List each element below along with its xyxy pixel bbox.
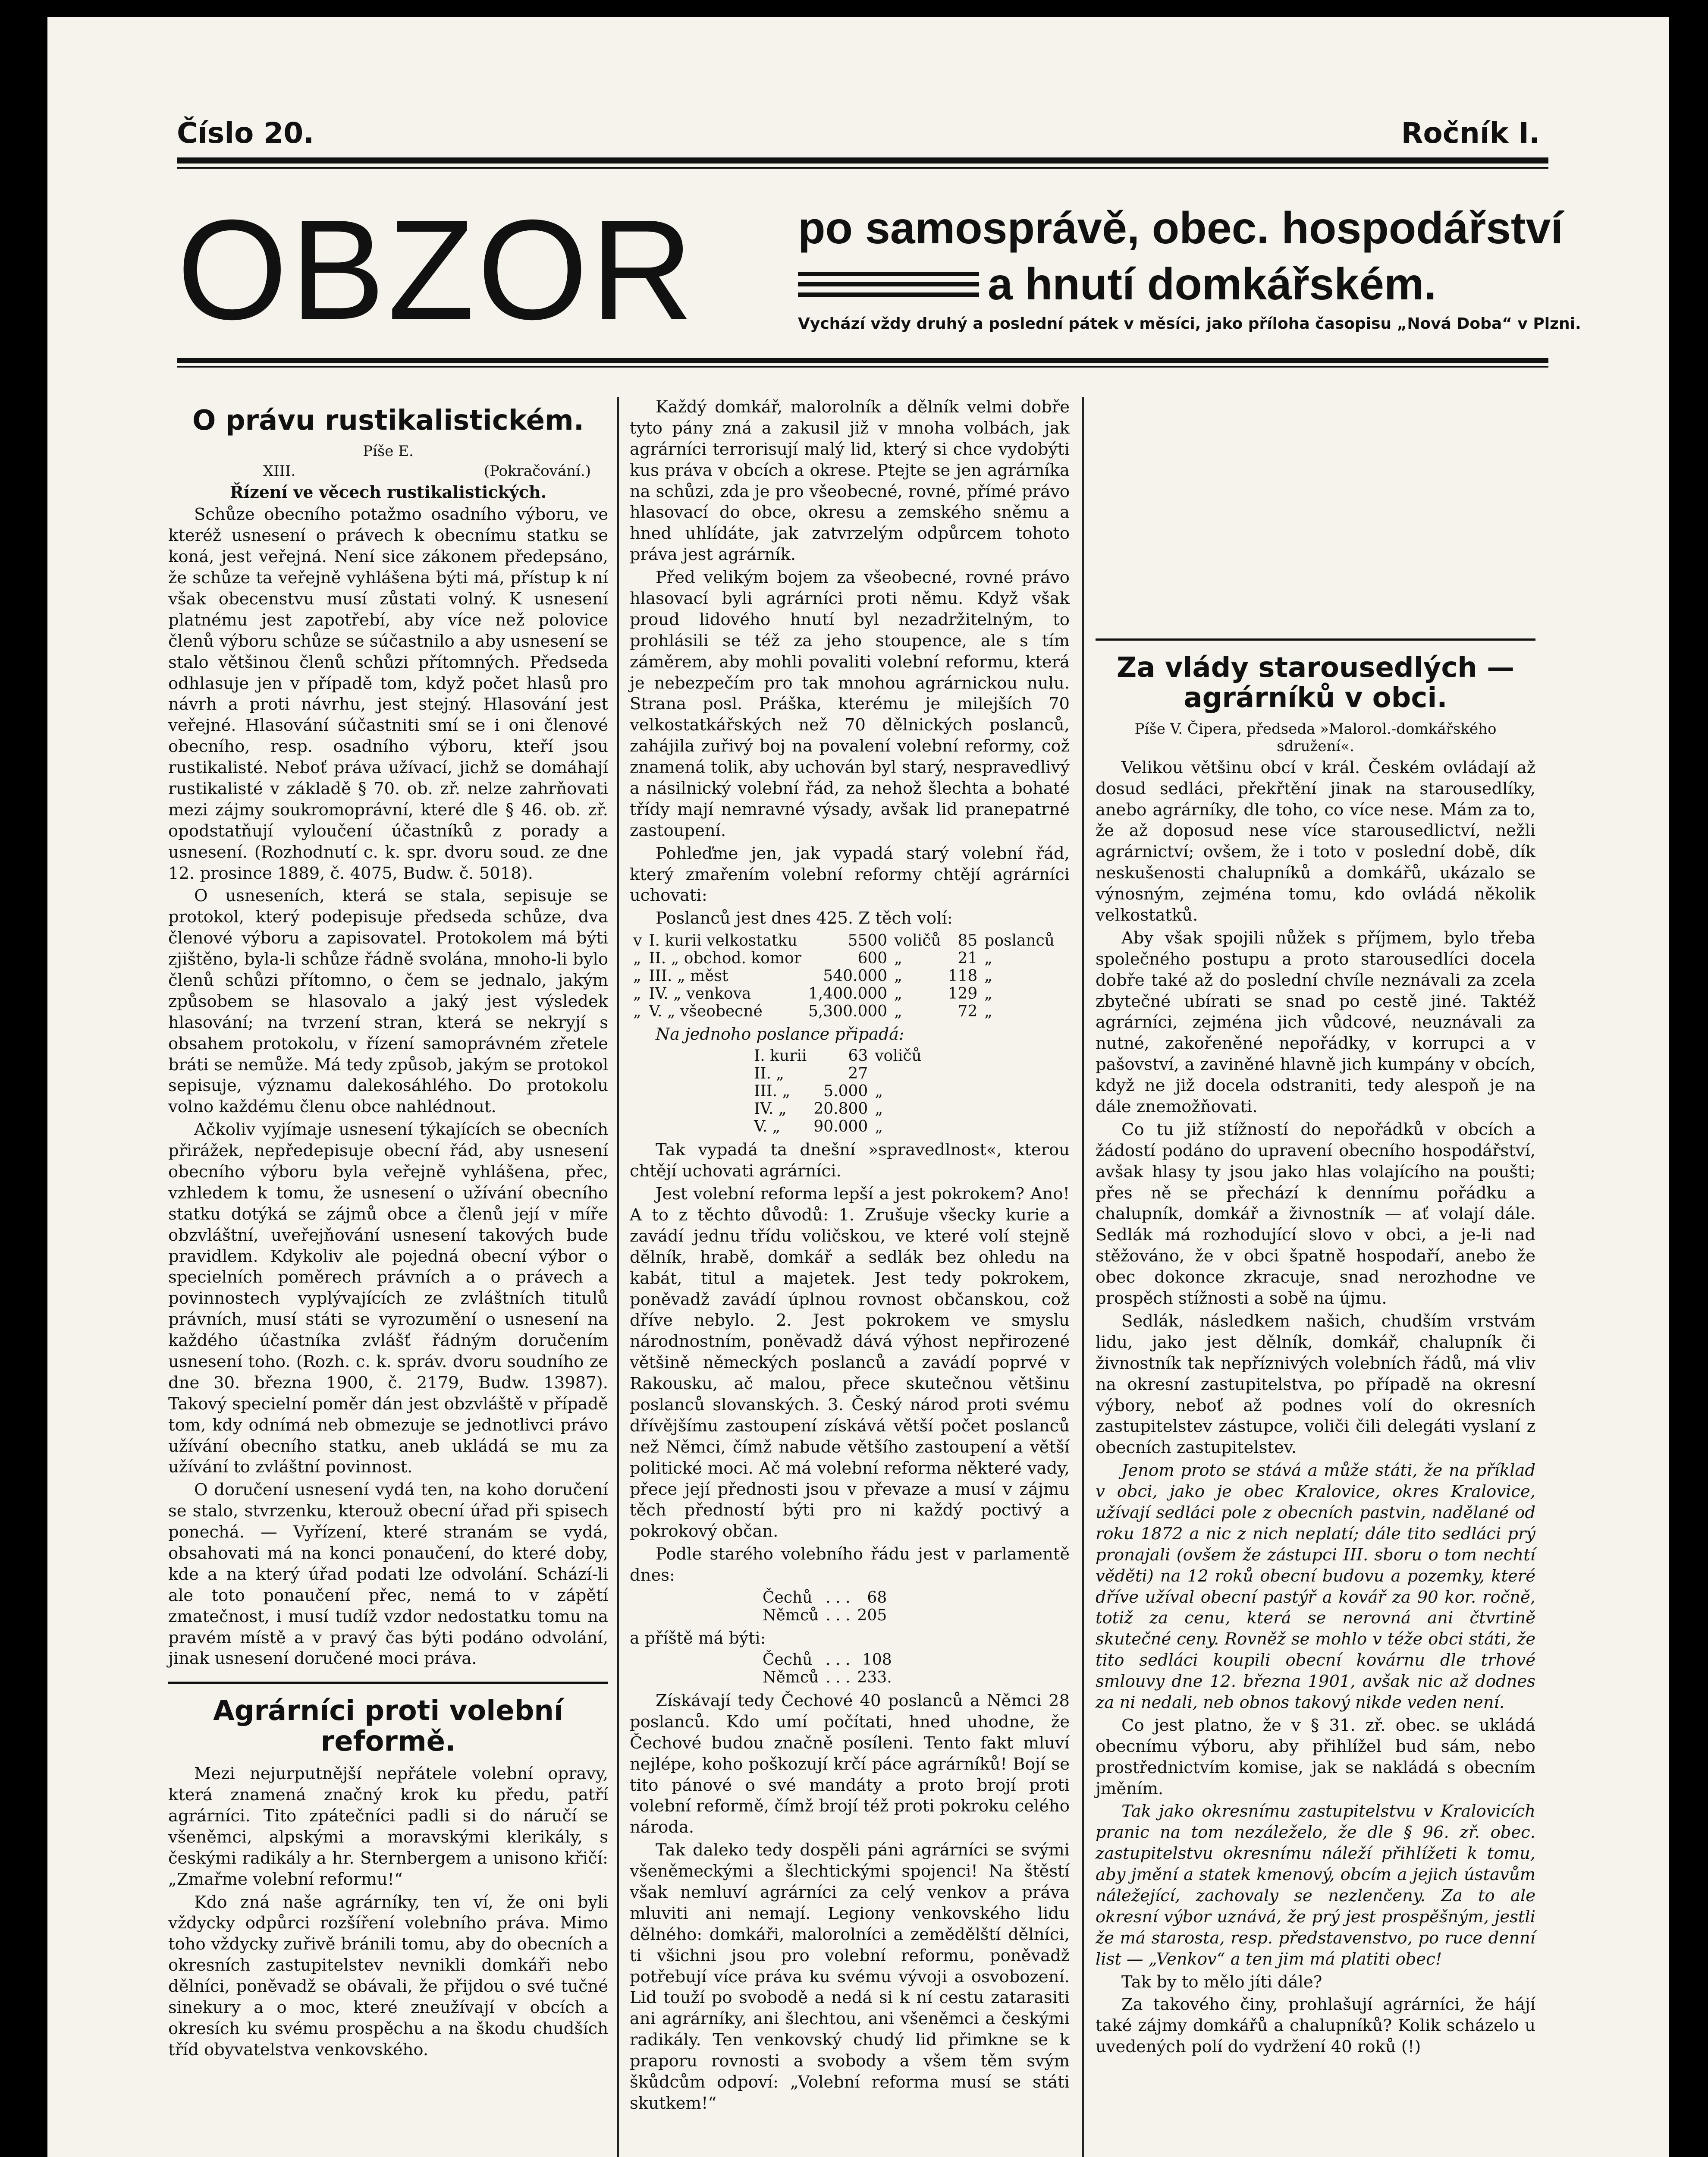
newspaper-page [47,17,1669,2157]
column-divider [617,397,619,2157]
masthead-subtitle-line1: po samosprávě, obec. hospodářství [798,203,1564,253]
italic-paragraph: Tak jako okresnímu zastupitelstvu v Kralovicích pranic na tom nezáleželo, že dle § 96. zř. obec. zastupitelstvu okresnímu náleží přihlížeti k tomu, aby jmění a statek kmenový, obcím a jejich ústavům náležející, zachovaly se nezlenčeny. Za to ale okresní výbor uznává, že prý jest prospěšným, jestli že má starosta, resp. představenstvo, po ruce denní list — „Venkov“ a ten jim má platiti obec! [1096,1802,1535,1969]
paragraph: Schůze obecního potažmo osadního výboru, ve kteréž usnesení o právech k obecnímu statku se koná, jest veřejná. Není sice zákonem předepsáno, že schůze ta veřejně vyhlášena býti má, přístup k ní však obecenstvu musí zůstati volný. K usnesení platnému jest zapotřebí, aby více než polovice členů výboru schůze se súčastnilo a aby usnesení se stalo většinou členů schůzi přítomných. Předseda odhlasuje jen v případě tom, když počet hlasů pro návrh a proti návrhu, jest stejný. Hlasování jest veřejné. Hlasování súčastniti smí se i oni členové obecního, resp. osadního výboru, kteří jsou rustikalisté. Neboť práva užívací, jichž se domáhají rustikalisté v základě § 70. ob. zř. nelze zahrňovati mezi zájmy soukromoprávní, které dle § 46. ob. zř. opodstatňují vyloučení účastníků z porady a usnesení. (Rozhodnutí c. k. spr. dvoru soud. ze dne 12. prosince 1889, č. 4075, Budw. č. 5018). [168,505,608,883]
table-row: v I. kurii velkostatku 5500 voličů 85 poslanců [633,932,1055,950]
parliament-now-table [759,1589,890,1624]
column-divider [1082,397,1084,2157]
paragraph: Co jest platno, že v § 31. zř. obec. se ukládá obecnímu výboru, aby přihlížel bud sám, nebo prostřednictvím komise, jak se nakládá s obecním jměním. [1096,1715,1535,1799]
masthead-top-rule-thin [177,167,1548,169]
masthead-top-rule [177,157,1548,164]
chapter-number: XIII. [263,462,296,480]
table-row: „ V. „ všeobecné 5,300.000 „ 72 „ [633,1003,992,1021]
future-caption: a příště má býti: [630,1628,766,1648]
masthead-ornament-bars [798,272,979,306]
article-byline: Píše E. [363,443,414,460]
masthead-bottom-rule [177,358,1548,363]
paragraph: Poslanců jest dnes 425. Z těch volí: [656,909,953,928]
table-row: Čechů . . . 68 [763,1588,887,1607]
column-3 [1096,397,1535,2157]
table-row: „ III. „ měst 540.000 „ 118 „ [633,967,992,985]
table-row: III. „ 5.000 „ [754,1082,883,1101]
paragraph: Jest volební reforma lepší a jest pokrokem? Ano! A to z těchto důvodů: 1. Zrušuje všecky kurie a zavádí jednu třídu voličskou, ve které volí stejně dělník, hrabě, domkář a sedlák bez ohledu na kabát, titul a majetek. Jest tedy pokrokem, poněvadž zavádí úplnou rovnost občanskou, což dříve nebylo. 2. Jest pokrokem ve smyslu národnostním, poněvadž dává výhost nepřirozené většině německých poslanců a zavádí poprvé v Rakousku, ač malou, přece skutečnou většinu poslanců slovanských. 3. Český národ proti svému dřívějšímu zastoupení získává větší počet poslanců než Němci, čímž nabude většího zastoupení a větší politické moci. Ač má volební reforma některé vady, přece její přednosti jsou v převaze a musí v zájmu těch předností býti pro ni každý poctivý a pokrokový občan. [630,1184,1070,1541]
paragraph: O doručení usnesení vydá ten, na koho doručení se stalo, stvrzenku, kterouž obecní úřad při spisech ponechá. — Vyřízení, které stranám se vydá, obsahovati má na konci ponaučení, do které doby, kde a na který úřad podati lze odvolání. Schází-li ale toto ponaučení přec, nemá to v zápětí zmatečnost, i musí tudíž vzdor nedostatku tomu na pravém místě a v pravý čas býti podáno odvolání, jinak usnesení doručené moci práva. [168,1480,608,1669]
article-title: Za vlády starousedlých — agrárníků v obci. [1116,652,1515,714]
article-byline: Píše V. Čipera, předseda »Malorol.-domkářského sdružení«. [1134,720,1497,755]
paragraph: Aby však spojili nůžek s příjmem, bylo třeba společného postupu a proto starousedlíci docela dobře také až do poslední chvíle neznávali za zcela zbytečné ubírati se snad po cestě jiné. Taktéž agrárníci, zejména jich vůdcové, neuznávali za nutné, zakořeněné nepořádky, v korrupci a v pašovství, a zaviněné hlavně jich kumpány v obcích, když ne již docela odstraniti, tedy alespoň je na dále znemožňovati. [1096,928,1535,1117]
table-row: I. kurii 63 voličů [754,1047,922,1065]
italic-paragraph: Jenom proto se stává a může státi, že na příklad v obci, jako je obec Kralovice, okres Kralovice, užívají sedláci pole z obecních pastvin, nadělané od roku 1872 a nic z nich neplatí; dále tito sedláci prý pronajali (ovšem že zástupci III. sboru o tom nechtí věděti) na 12 roků obecní budovu a pozemky, které dříve užíval obecní pastýř a kovář za 90 kor. ročně, totiž za cenu, která se nerovná ani čtvrtině skutečné ceny. Rovněž se mohlo v téže obci státi, že tito sedláci koupili obecní kovárnu dle trhové smlouvy dne 12. března 1901, avšak nic až dodnes za ni nedali, neb obnos takový nikde veden není. [1096,1461,1535,1712]
paragraph: Získávají tedy Čechové 40 poslanců a Němci 28 poslanců. Kdo umí počítati, hned uhodne, že Čechové budou značně posíleni. Tento fakt mluví nejlépe, koho poškozují krčí páce agrárníků! Bojí se tito pánové o své mandáty a proto brojí proti volební reformě, čímž brojí též proti pokroku celého národa. [630,1691,1070,1837]
paragraph: Velikou většinu obcí v král. Českém ovládají až dosud sedláci, překřtění jinak na starousedlíky, anebo agrárníky, dle toho, co více nese. Mám za to, že až doposud nese více starousedlictví, nežli agrárnictví; ovšem, že i toto v poslední době, dík neskušenosti chalupníků a domkářů, ukázalo se výnosným, zejména tomu, kdo ovládá několik velkostatků. [1096,758,1535,925]
paragraph: Za takového činy, prohlašují agrárníci, že hájí také zájmy domkářů a chalupníků? Kolik scházelo u uvedených polí do vydržení 40 roků (!) [1096,1995,1535,2057]
paragraph: Každý domkář, malorolník a dělník velmi dobře tyto pány zná a zakusil již v mnoha volbách, jak agrárníci terrorisují malý lid, který si chce vydobýti kus práva v obcích a okrese. Ptejte se jen agrárníka na schůzi, zda je pro všeobecné, rovné, přímé právo hlasovací do obce, okresu a zemského sněmu a hned uhlídáte, jak zatvrzelým odpůrcem tohoto práva jest agrárník. [630,397,1070,565]
paragraph: Před velikým bojem za všeobecné, rovné právo hlasovací byli agrárníci proti němu. Když však proud lidového hnutí byl nezadržitelným, to prohlásili se též za jeho stoupence, ale s tím záměrem, aby mohli povaliti volební reformu, která je nebezpečím pro tak mnohou agrárnickou nulu. Strana posl. Práška, kterému je milejších 70 velkostatkářských než 70 dělnických poslanců, zahájila zuřivý boj na povalení volební reformy, což znamená tolik, aby uchován byl starý, nespravedlivý a násilnický volební řád, za nehož šlechta a bohaté třídy mají nemravné výsady, avšak lid pranepatrné zastoupení. [630,568,1070,840]
table-row: Čechů . . . 108 [763,1651,892,1669]
article-separator [168,1682,608,1684]
masthead-subtitle-line2: a hnutí domkářském. [988,259,1437,309]
paragraph: O usneseních, která se stala, sepisuje se protokol, který podepisuje předseda schůze, dva členové výboru a zapisovatel. Protokolem má býti zjištěno, byla-li schůze řádně svolána, mnoho-li bylo členů schůzi přítomno, o čem se jednalo, jakým způsobem se hlasovalo a jaký jest výsledek hlasování; na tvrzení stran, která se nekryjí s obsahem protokolu, v řízení samoprávném zřetele bráti se nemůže. Má tedy způsob, jakým se protokol sepisuje, významu dalekosáhlého. Do protokolu volno každému členu obce nahlédnout. [168,886,608,1117]
table-row: V. „ 90.000 „ [754,1118,883,1136]
paragraph: Mezi nejurputnější nepřátele volební opravy, která znamená značný krok ku předu, patří agrárníci. Tito zpátečníci padli si do náručí se všeněmci, alpskými a moravskými klerikály, s českými radikály a hr. Sternbergem a unisono křičí: „Zmařme volební reformu!“ [168,1764,608,1889]
per-deputy-table [750,1047,925,1135]
paragraph: Ačkoliv vyjímaje usnesení týkajících se obecních přirážek, nepředepisuje obecní řád, aby usnesení obecního výboru byla veřejně vyhlášena, přec, vzhledem k tomu, že usnesení o užívání obecního statku dotýká se zájmů obce a členů její v míře obzvláštní, uveřejňování usnesení takových bude pravidlem. Kdykoliv ale pojedná obecní výbor o specielních poměrech právních a o právech a povinnostech vyplývajících ze zvláštních titulů právních, musí státi se vyrozumění o usnesení na každého účastníka zvlášť řádným doručením usnesení toho. (Rozh. c. k. správ. dvoru soudního ze dne 30. března 1900, č. 2179, Budw. 13987). Takový specielní poměr dán jest obzvláště v případě tom, kdy odnímá neb obmezuje se jednotlivci právo užívání obecního statku, aneb ukládá se mu za užívání to zvláštní povinnost. [168,1120,608,1477]
continuation-note: (Pokračování.) [484,462,591,480]
paragraph: Tak vypadá ta dnešní »spravedlnost«, kterou chtějí uchovati agrárníci. [630,1140,1070,1181]
paragraph: Pohleďme jen, jak vypadá starý volební řád, který zmařením volební reformy chtějí agrárníci uchovati: [630,843,1070,906]
curia-table [630,932,1058,1020]
masthead-top-line [177,116,1540,150]
issue-number: Číslo 20. [177,116,314,150]
column-1 [168,397,608,2157]
chapter-line [168,462,608,480]
paragraph: Co tu již stížností do nepořádků v obcích a žádostí podáno do upravení obecního hospodářství, avšak hlasy ty jsou jako hlas volajícího na poušti; přes ně se přechází k dennímu pořádku a chalupník, domkář a živnostník — ať volají dále. Sedlák má rozhodující slovo v obci, a je-li nad stěžováno, že v obci špatně hospodaří, anebo že obec dokonce zkracuje, snad nerozhodne ve prospěch stížnosti a sobě na újmu. [1096,1119,1535,1308]
table-row: „ II. „ obchod. komor 600 „ 21 „ [633,950,992,968]
paragraph: Tak daleko tedy dospěli páni agrárníci se svými všeněmeckými a šlechtickými spojenci! Na štěstí však nemluví agrárníci za celý venkov a práva mluviti ani nemají. Legiony venkovského lidu dělného: domkáři, malorolníci a zemědělští dělníci, ti všichni jsou pro volební reformu, poněvadž potřebují více práva ku svému vývoji a osvobození. Lid touží po svobodě a nedá si k ní cestu zatarasiti ani agrárníky, ani šlechtou, ani všeněmci a českými radikály. Ten venkovský chudý lid přimkne se k praporu rovnosti a svobody a všem těm svým škůdcům odpoví: „Volební reforma musí se státi skutkem!“ [630,1840,1070,2113]
article-title: Agrárníci proti volební reformě. [213,1695,563,1758]
masthead-title: OBZOR [177,190,696,349]
article-title: O právu rustikalistickém. [192,405,584,437]
table-row: IV. „ 20.800 „ [754,1100,883,1118]
table-caption: Na jednoho poslance připadá: [656,1025,904,1044]
parliament-future-table [759,1651,895,1686]
table-row: Němců . . . 205 [763,1606,887,1624]
table-row: II. „ 27 [754,1065,868,1083]
masthead-bottom-rule-thin [177,366,1548,368]
columns [168,397,1617,2157]
paragraph: Kdo zná naše agrárníky, ten ví, že oni byli vždycky odpůrci rozšíření volebního práva. Mimo toho vždycky zuřivě bránili tomu, aby do obecních a okresních zastupitelstev nevnikli domkáři nebo dělníci, poněvadž se obávali, že přijdou o své tučné sinekury a o moc, které zneužívají v obcích a okresích ku svému prospěchu a na škodu chudších tříd obyvatelstva venkovského. [168,1892,608,2060]
paragraph: Sedlák, následkem našich, chudším vrstvám lidu, jako jest dělník, domkář, chalupník či živnostník tak nepříznivých volebních řádů, má vliv na okresní zastupitelstva, po případě na okresní výbory, neboť až podnes volí do okresních zastupitelstev zástupce, voliči čili delegáti vyslaní z obecních zastupitelstev. [1096,1311,1535,1458]
volume-number: Ročník I. [1401,116,1540,150]
publication-note: Vychází vždy druhý a poslední pátek v měsíci, jako příloha časopisu „Nová Doba“ v Plzni. [798,315,1581,333]
paragraph: Tak by to mělo jíti dále? [1121,1972,1322,1992]
section-heading: Řízení ve věcech rustikalistických. [230,482,546,502]
table-row: Němců . . . 233. [763,1668,892,1686]
column-2 [630,397,1070,2157]
table-row: „ IV. „ venkova 1,400.000 „ 129 „ [633,985,992,1003]
article-separator [1096,638,1535,641]
paragraph: Podle starého volebního řádu jest v parlamentě dnes: [630,1544,1070,1585]
